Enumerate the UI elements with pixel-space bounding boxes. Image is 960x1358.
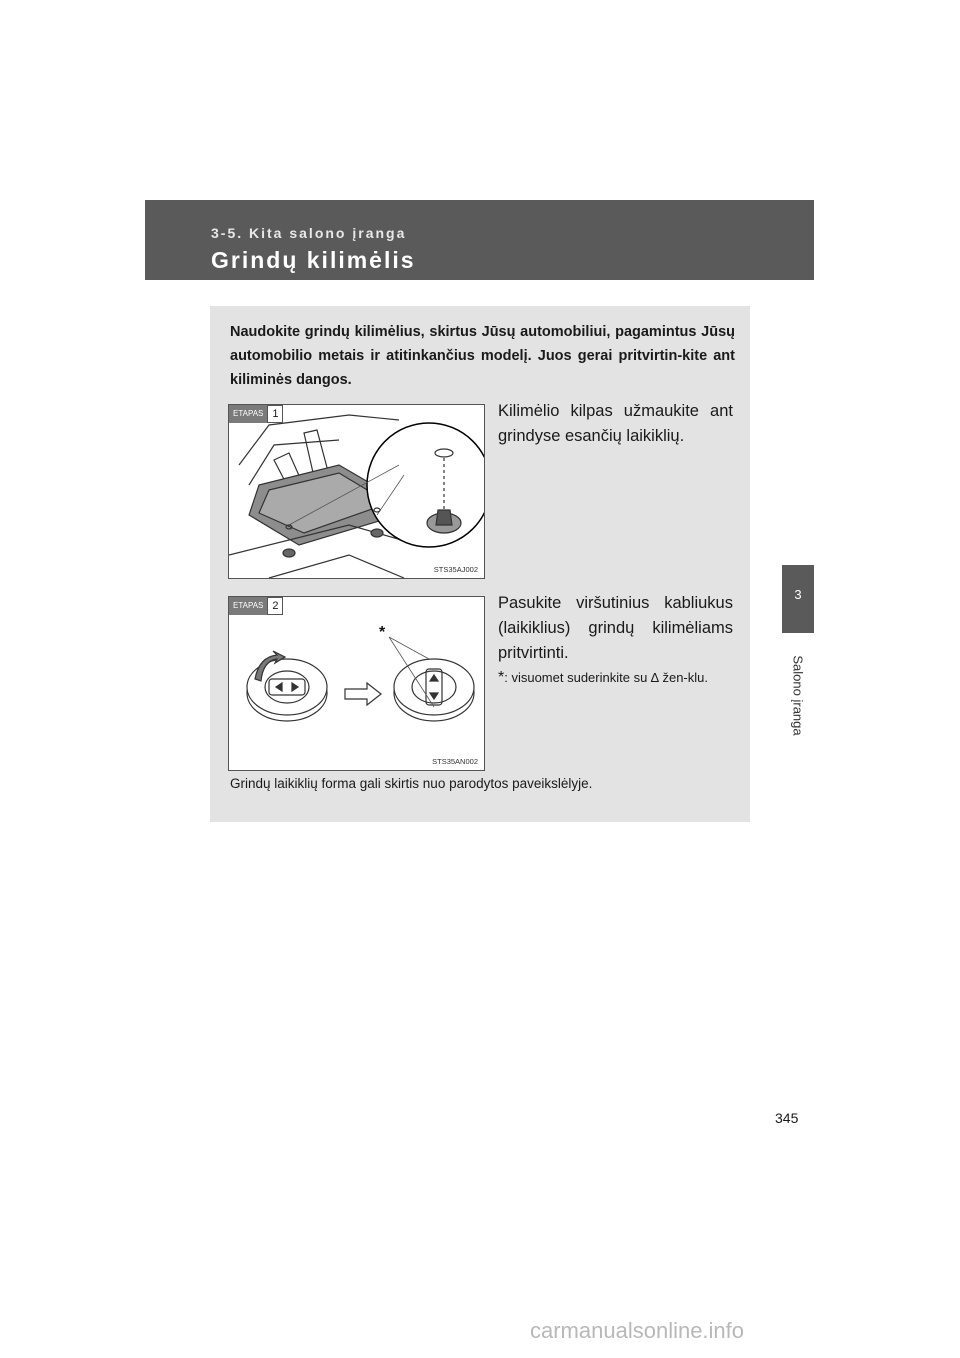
step-badge-label: ETAPAS: [229, 597, 267, 615]
watermark: carmanualsonline.info: [530, 1318, 745, 1343]
page-title: Grindų kilimėlis: [211, 247, 416, 273]
page-number: 345: [775, 1110, 799, 1126]
chapter-label: Salono įranga: [790, 654, 806, 736]
step-badge: [229, 405, 283, 423]
section-header: [145, 200, 814, 280]
note-body: : visuomet suderinkite su ∆ žen-klu.: [504, 670, 708, 685]
note-text: [498, 668, 733, 688]
hook-rotation-illustration: [229, 597, 484, 770]
figure-step-2: [228, 596, 485, 771]
figure-code: STS35AN002: [432, 757, 478, 766]
step-badge-number: 2: [267, 597, 283, 615]
step-2-text: Pasukite viršutinius kabliukus (laikiklius) grindų kilimėliams pritvirtinti.: [498, 594, 733, 662]
step-badge: [229, 597, 283, 615]
svg-text:*: *: [379, 624, 386, 641]
content-box: [210, 306, 750, 822]
step-badge-label: ETAPAS: [229, 405, 267, 423]
figure-code: STS35AJ002: [433, 565, 478, 574]
figure-step-1: [228, 404, 485, 579]
intro-text: Naudokite grindų kilimėlius, skirtus Jūsų automobiliui, pagamintus Jūsų automobilio metais ir atitinkančius modelį. Juos gerai pritvirtin-kite ant kiliminės dangos.: [230, 324, 735, 388]
floor-mat-illustration: [229, 405, 484, 578]
section-label: 3-5. Kita salono įranga: [211, 225, 407, 241]
footer-note: Grindų laikiklių forma gali skirtis nuo parodytos paveikslėlyje.: [230, 776, 593, 791]
chapter-tab: 3: [782, 565, 814, 633]
step-1-text: Kilimėlio kilpas užmaukite ant grindyse esančių laikiklių.: [498, 402, 733, 445]
step-badge-number: 1: [267, 405, 283, 423]
note-asterisk: *: [498, 669, 505, 686]
